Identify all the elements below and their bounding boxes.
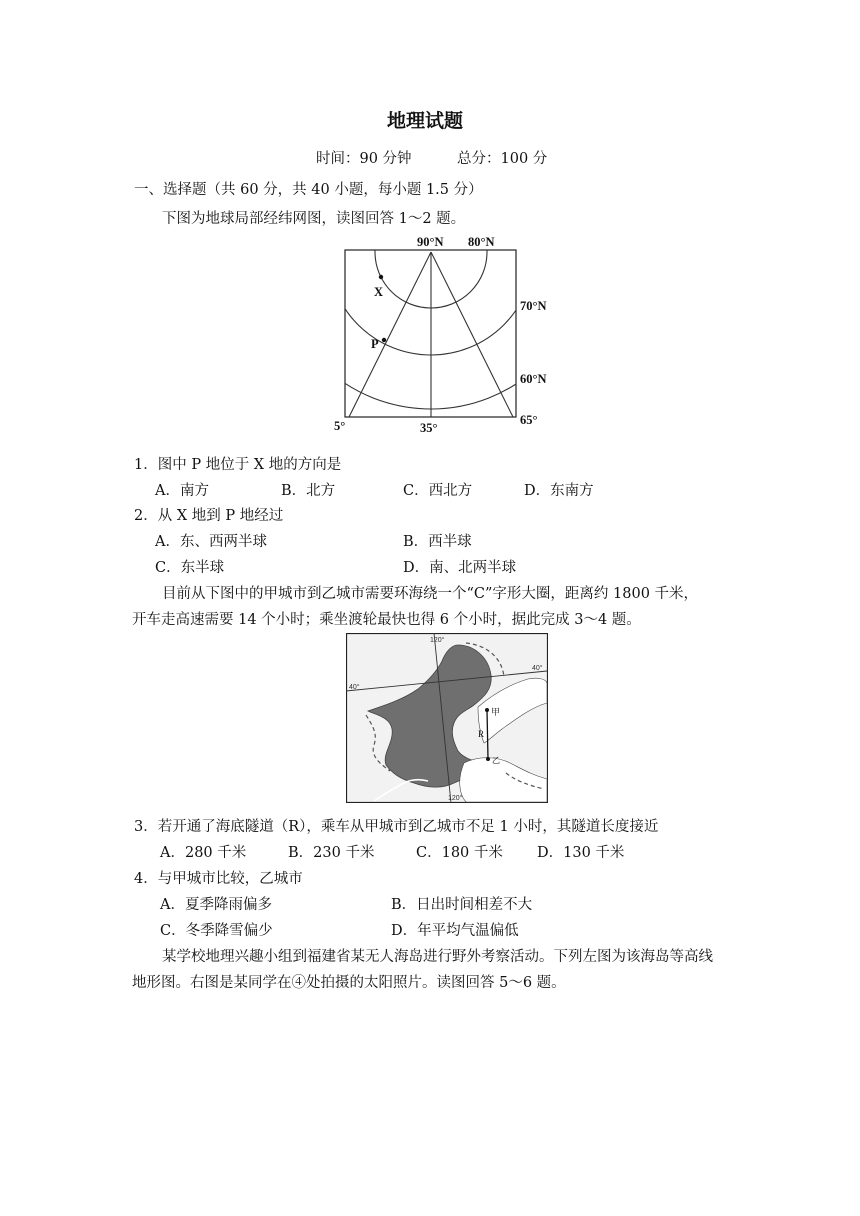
question-1-option-a: A．南方	[155, 483, 209, 499]
city-yi-marker	[486, 757, 490, 761]
question-3-option-a: A．280 千米	[160, 845, 247, 861]
section-heading: 一、选择题（共 60 分，共 40 小题，每小题 1.5 分）	[134, 182, 483, 198]
page-title: 地理试题	[387, 110, 464, 132]
question-4-option-d: D．年平均气温偏低	[391, 923, 519, 939]
label-70n: 70°N	[520, 299, 547, 313]
question-1-stem: 1．图中 P 地位于 X 地的方向是	[134, 457, 342, 473]
city-yi-label: 乙	[492, 756, 500, 765]
passage-q3-4-line1: 目前从下图中的甲城市到乙城市需要环海绕一个“C”字形大圈，距离约 1800 千米，	[162, 586, 699, 602]
passage-q5-6-line1: 某学校地理兴趣小组到福建省某无人海岛进行野外考察活动。下列左图为该海岛等高线	[162, 949, 713, 965]
question-3-option-b: B．230 千米	[288, 845, 375, 861]
label-65deg: 65°	[520, 413, 538, 427]
city-jia-marker	[485, 708, 489, 712]
label-90n: 90°N	[417, 235, 444, 249]
question-4-option-c: C．冬季降雪偏少	[160, 923, 273, 939]
label-80n: 80°N	[468, 235, 495, 249]
lat-label-left: 40°	[349, 684, 360, 691]
passage-q3-4-line2: 开车走高速需要 14 个小时；乘坐渡轮最快也得 6 个小时，据此完成 3～4 题。	[132, 612, 641, 628]
label-5deg: 5°	[334, 419, 346, 433]
question-2-option-b: B．西半球	[403, 534, 472, 550]
question-4-option-a: A．夏季降雨偏多	[160, 897, 272, 913]
label-35deg: 35°	[420, 421, 438, 435]
label-60n: 60°N	[520, 372, 547, 386]
tunnel-r-label: R	[478, 729, 485, 739]
exam-time: 时间：90 分钟	[316, 151, 412, 167]
question-3-option-c: C．180 千米	[416, 845, 503, 861]
question-4-stem: 4．与甲城市比较，乙城市	[134, 871, 303, 887]
label-point-p: P	[371, 337, 379, 351]
question-1-option-c: C．西北方	[403, 483, 473, 499]
point-p-marker	[382, 338, 386, 342]
question-2-stem: 2．从 X 地到 P 地经过	[134, 508, 284, 524]
question-3-stem: 3．若开通了海底隧道（R），乘车从甲城市到乙城市不足 1 小时，其隧道长度接近	[134, 819, 659, 835]
question-2-option-a: A．东、西两半球	[155, 534, 267, 550]
question-2-option-c: C．东半球	[155, 560, 225, 576]
lon-label-top: 120°	[430, 637, 445, 644]
lat-label-right: 40°	[532, 665, 543, 672]
bohai-sea-map-figure	[346, 633, 548, 803]
meridian-5	[349, 252, 431, 417]
exam-total-score: 总分：100 分	[457, 151, 548, 167]
intro-q1-2: 下图为地球局部经纬网图，读图回答 1～2 题。	[162, 211, 466, 227]
lon-label-bottom: 120°	[448, 795, 463, 802]
city-jia-label: 甲	[491, 708, 501, 718]
question-3-option-d: D．130 千米	[537, 845, 625, 861]
question-2-option-d: D．南、北两半球	[403, 560, 517, 576]
question-1-option-b: B．北方	[281, 483, 336, 499]
meridian-65	[431, 252, 513, 417]
question-1-option-d: D．东南方	[524, 483, 594, 499]
point-x-marker	[379, 275, 383, 279]
label-point-x: X	[374, 285, 384, 299]
passage-q5-6-line2: 地形图。右图是某同学在④处拍摄的太阳照片。读图回答 5～6 题。	[132, 975, 566, 991]
question-4-option-b: B．日出时间相差不大	[391, 897, 533, 913]
